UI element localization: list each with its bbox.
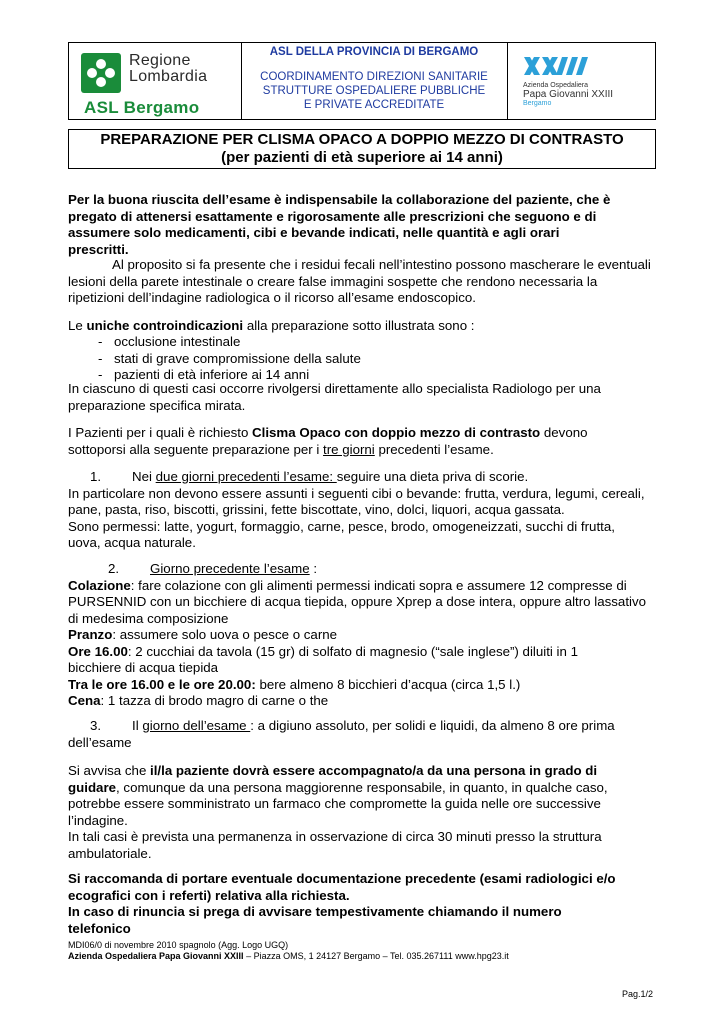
regione-lombardia-wordmark: Regione Lombardia (129, 52, 208, 85)
list-item: - occlusione intestinale (98, 334, 241, 349)
intro-bold-paragraph: Per la buona riuscita dell’esame è indispensabile la collaborazione del paziente, che è pregato di attenersi esattamente e rigorosamente alle prescrizioni che seguono e di assumere solo medicamenti, cibi e bevande indicati, nelle quantità e agli orari prescritti. (68, 192, 611, 257)
regione-lombardia-logo-icon (81, 53, 121, 93)
contraindications-intro: Le uniche controindicazioni alla preparazione sotto illustrata sono : (68, 318, 475, 333)
step-1: 1. Nei due giorni precedenti l’esame: seguire una dieta priva di scorie. In particolare non devono essere assunti i seguenti cibi o bevande: frutta, verdura, legumi, cereali, pane, pasta, riso, biscotti, grissini, fette biscottate, vino, dolci, liquori, acqua gassata. Sono permessi: latte, yogurt, formaggio, carne, pesce, brodo, omogeneizzati, succhi di frutta, uova, acqua naturale. (68, 469, 645, 550)
driver-warning-paragraph: Si avvisa che il/la paziente dovrà essere accompagnato/a da una persona in grado di guidare, comunque da una persona maggiorenne responsabile, in quanto, in qualche caso, potrebbe essere somministrato un farmaco che compromette la guida nelle ore successive l’indagine. In tali casi è prevista una permanenza in osservazione di circa 30 minuti presso la struttura ambulatoriale. (68, 763, 608, 861)
header-logo-cell (69, 43, 242, 119)
final-recommendation: Si raccomanda di portare eventuale documentazione precedente (esami radiologici e/o ecografici con i referti) relativa alla richiesta. In caso di rinuncia si prega di avvisare tempestivamente chiamando il numero telefonico (68, 871, 616, 936)
contraindications-list (68, 334, 656, 384)
list-item: - stati di grave compromissione della salute (98, 350, 361, 366)
document-title: PREPARAZIONE PER CLISMA OPACO A DOPPIO MEZZO DI CONTRASTO (per pazienti di età superiore ai 14 anni) (68, 129, 656, 169)
step-3: 3. Il giorno dell’esame : a digiuno assoluto, per solidi e liquidi, da almeno 8 ore prima dell’esame (68, 718, 615, 750)
footer: MDI06/0 di novembre 2010 spagnolo (Agg. Logo UGQ) Azienda Ospedaliera Papa Giovanni XXIII – Piazza OMS, 1 24127 Bergamo – Tel. 035.267111 www.hpg23.it (68, 940, 509, 961)
page-number: Pag.1/2 (622, 989, 654, 999)
header-center-cell (241, 43, 508, 119)
coordination-text: COORDINAMENTO DIREZIONI SANITARIE STRUTTURE OSPEDALIERE PUBBLICHE E PRIVATE ACCREDITATE (260, 71, 488, 111)
contraindications-note: In ciascuno di questi casi occorre rivolgersi direttamente allo specialista Radiologo per una preparazione specifica mirata. (68, 381, 601, 413)
hospital-name: Azienda Ospedaliera Papa Giovanni XXIII Bergamo (523, 82, 614, 107)
asl-title: ASL DELLA PROVINCIA DI BERGAMO (269, 46, 479, 58)
patients-paragraph: I Pazienti per i quali è richiesto Clisma Opaco con doppio mezzo di contrasto devono sottoporsi alla seguente preparazione per i tre giorni precedenti l’esame. (68, 425, 588, 457)
header-table (68, 42, 656, 120)
header-hospital-cell (507, 43, 655, 119)
intro-paragraph: Al proposito si fa presente che i residui fecali nell’intestino possono mascherare le eventuali lesioni della parete intestinale o creare false immagini sospette che rendono necessaria la ripetizioni dell’indagine radiologica o il ricorso all’esame endoscopico. (68, 257, 651, 305)
list-item: - pazienti di età inferiore ai 14 anni (98, 367, 310, 382)
asl-bergamo-wordmark: ASL Bergamo (84, 98, 200, 117)
papa-giovanni-xxiii-logo-icon (522, 55, 602, 77)
step-2: 2. Giorno precedente l’esame : Colazione: fare colazione con gli alimenti permessi indicati sopra e assumere 12 compresse di PURSENNID con un bicchiere di acqua tiepida, oppure Xprep a dose intera, oppure altro lassativo di medesima composizione Pranzo: assumere solo uova o pesce o carne Ore 16.00: 2 cucchiai da tavola (15 gr) di solfato di magnesio (“sale inglese”) diluiti in 1 bicchiere di acqua tiepida Tra le ore 16.00 e le ore 20.00: bere almeno 8 bicchieri d’acqua (circa 1,5 l.) Cena: 1 tazza di brodo magro di carne o the (68, 561, 647, 708)
